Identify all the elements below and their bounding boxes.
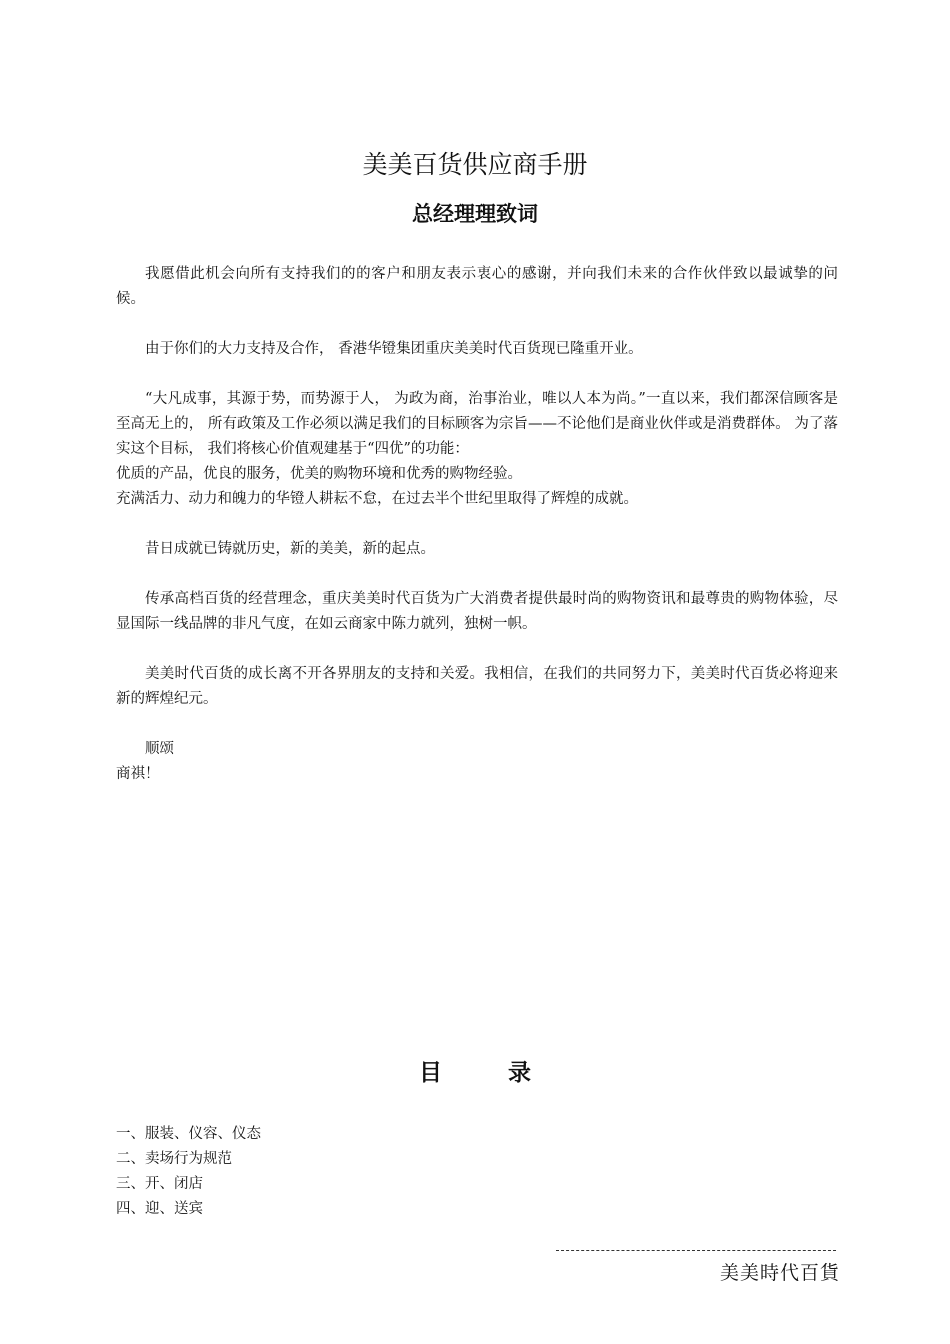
- closing-salutation: 顺颂: [145, 741, 174, 757]
- letter-heading: 总经理理致词: [412, 202, 538, 226]
- letter-body: [116, 262, 838, 787]
- closing-wish: 商祺！: [116, 766, 160, 782]
- toc-item: 四、迎、送宾: [116, 1201, 203, 1217]
- letter-paragraph: 昔日成就已铸就历史，新的美美，新的起点。: [145, 541, 435, 557]
- toc-title: 目录: [419, 1060, 597, 1086]
- footer-brand-logo: 美美時代百貨: [719, 1262, 840, 1284]
- letter-paragraph: 传承高档百货的经营理念，重庆美美时代百货为广大消费者提供最时尚的购物资讯和最尊贵的购物体验，尽显国际一线品牌的非凡气度，在如云商家中陈力就列，独树一帜。: [116, 591, 838, 632]
- table-of-contents: [116, 1122, 261, 1222]
- letter-paragraph: 美美时代百货的成长离不开各界朋友的支持和关爱。我相信，在我们的共同努力下，美美时代百货必将迎来新的辉煌纪元。: [116, 666, 838, 707]
- letter-paragraph: “大凡成事，其源于势，而势源于人， 为政为商，治事治业，唯以人本为尚。”一直以来，我们都深信顾客是至高无上的， 所有政策及工作必须以满足我们的目标顾客为宗旨——不论他们是商业伙伴或是消费群体。 为了落实这个目标， 我们将核心价值观建基于“四优”的功能：: [116, 391, 838, 457]
- letter-paragraph: 优质的产品，优良的服务，优美的购物环境和优秀的购物经验。: [116, 466, 522, 482]
- footer-divider: [556, 1250, 836, 1251]
- document-title: 美美百货供应商手册: [362, 150, 588, 179]
- letter-paragraph: 充满活力、动力和魄力的华镫人耕耘不怠，在过去半个世纪里取得了辉煌的成就。: [116, 491, 638, 507]
- toc-item: 一、服装、仪容、仪态: [116, 1126, 261, 1142]
- letter-paragraph: 由于你们的大力支持及合作， 香港华镫集团重庆美美时代百货现已隆重开业。: [145, 341, 643, 357]
- toc-item: 二、卖场行为规范: [116, 1151, 232, 1167]
- toc-item: 三、开、闭店: [116, 1176, 203, 1192]
- letter-paragraph: 我愿借此机会向所有支持我们的的客户和朋友表示衷心的感谢，并向我们未来的合作伙伴致以最诚挚的问候。: [116, 266, 838, 307]
